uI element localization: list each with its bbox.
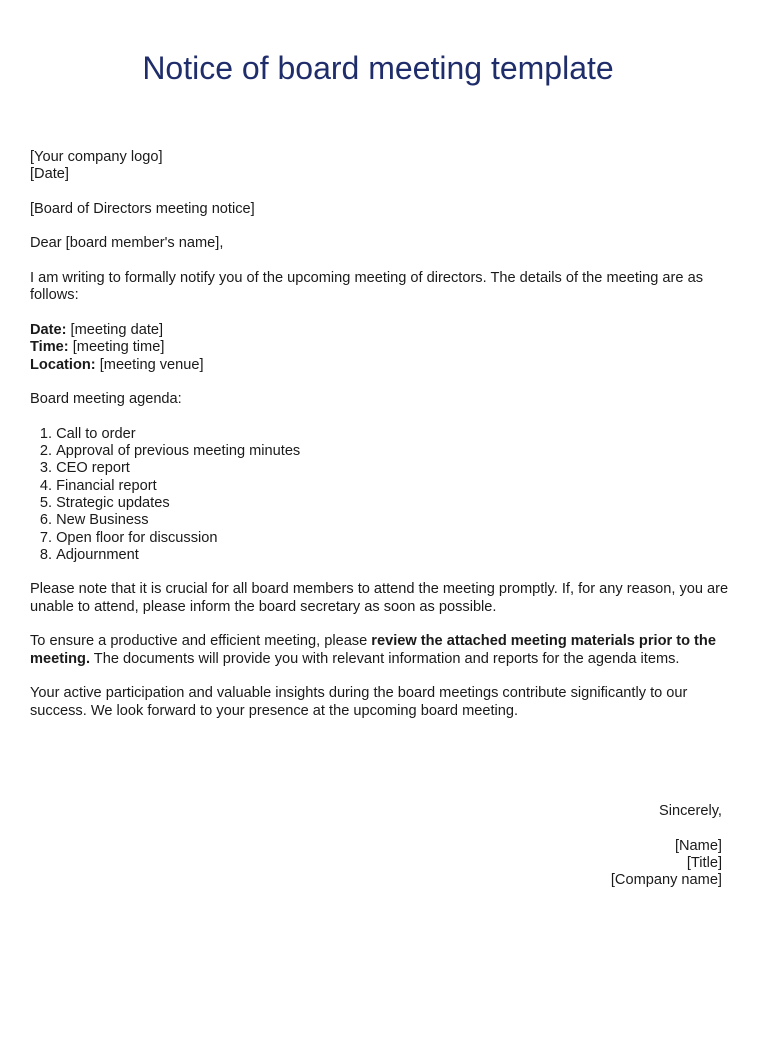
signer-title: [Title] (686, 854, 722, 871)
agenda-heading: Board meeting agenda: (30, 391, 182, 408)
logo-placeholder: [Your company logo] (30, 149, 163, 165)
materials-paragraph (30, 633, 730, 668)
list-item-number: 1. (39, 425, 52, 442)
list-item-text: Adjournment (56, 546, 139, 563)
subject-line: [Board of Directors meeting notice] (30, 200, 255, 217)
detail-location-label: Location: (30, 356, 96, 373)
detail-date-label: Date: (30, 321, 67, 338)
intro-paragraph: I am writing to formally notify you of the upcoming meeting of directors. The details of the meeting are as follows: (30, 270, 703, 304)
list-item-text: CEO report (56, 460, 130, 477)
materials-text-after: The documents will provide you with relevant information and reports for the agenda items. (90, 650, 680, 667)
detail-time-value: [meeting time] (68, 339, 165, 356)
list-item-number: 7. (39, 529, 52, 546)
list-item (30, 547, 730, 564)
signer-company: [Company name] (610, 872, 722, 889)
list-item-text: Call to order (56, 425, 136, 442)
agenda-list (30, 426, 730, 564)
list-item (30, 512, 730, 529)
materials-text-bold: review the attached meeting materials prior to the meeting. (30, 633, 716, 667)
page-title: Notice of board meeting template (142, 50, 614, 86)
list-item-text: Open floor for discussion (56, 529, 218, 546)
detail-time (30, 339, 730, 356)
list-item (30, 443, 730, 460)
list-item-number: 3. (39, 460, 52, 477)
list-item-number: 4. (39, 477, 52, 494)
list-item (30, 495, 730, 512)
list-item-text: Strategic updates (56, 494, 170, 511)
list-item (30, 460, 730, 477)
sign-off: Sincerely, (659, 803, 722, 819)
list-item-text: Financial report (56, 477, 157, 494)
list-item-number: 2. (39, 443, 52, 460)
participation-paragraph: Your active participation and valuable insights during the board meetings contribute significantly to our success. We look forward to your presence at the upcoming board meeting. (30, 685, 688, 719)
detail-date-value: [meeting date] (66, 321, 164, 338)
letter-body (30, 149, 730, 720)
salutation: Dear [board member's name], (30, 235, 224, 252)
attendance-paragraph: Please note that it is crucial for all board members to attend the meeting promptly. If, for any reason, you are unable to attend, please inform the board secretary as soon as possible. (30, 581, 729, 615)
detail-time-label: Time: (30, 339, 69, 356)
detail-location-value: [meeting venue] (95, 356, 204, 373)
detail-date (30, 322, 730, 339)
list-item-text: New Business (56, 512, 149, 529)
list-item-text: Approval of previous meeting minutes (56, 443, 301, 460)
list-item-number: 5. (39, 494, 52, 511)
list-item (30, 426, 730, 443)
list-item (30, 478, 730, 495)
materials-text-before: To ensure a productive and efficient meeting, please (30, 633, 372, 650)
date-placeholder: [Date] (30, 166, 69, 183)
signer-name: [Name] (674, 837, 722, 854)
signature-block (611, 803, 722, 889)
list-item-number: 8. (39, 546, 52, 563)
list-item-number: 6. (39, 512, 52, 529)
detail-location (30, 357, 730, 374)
list-item (30, 530, 730, 547)
